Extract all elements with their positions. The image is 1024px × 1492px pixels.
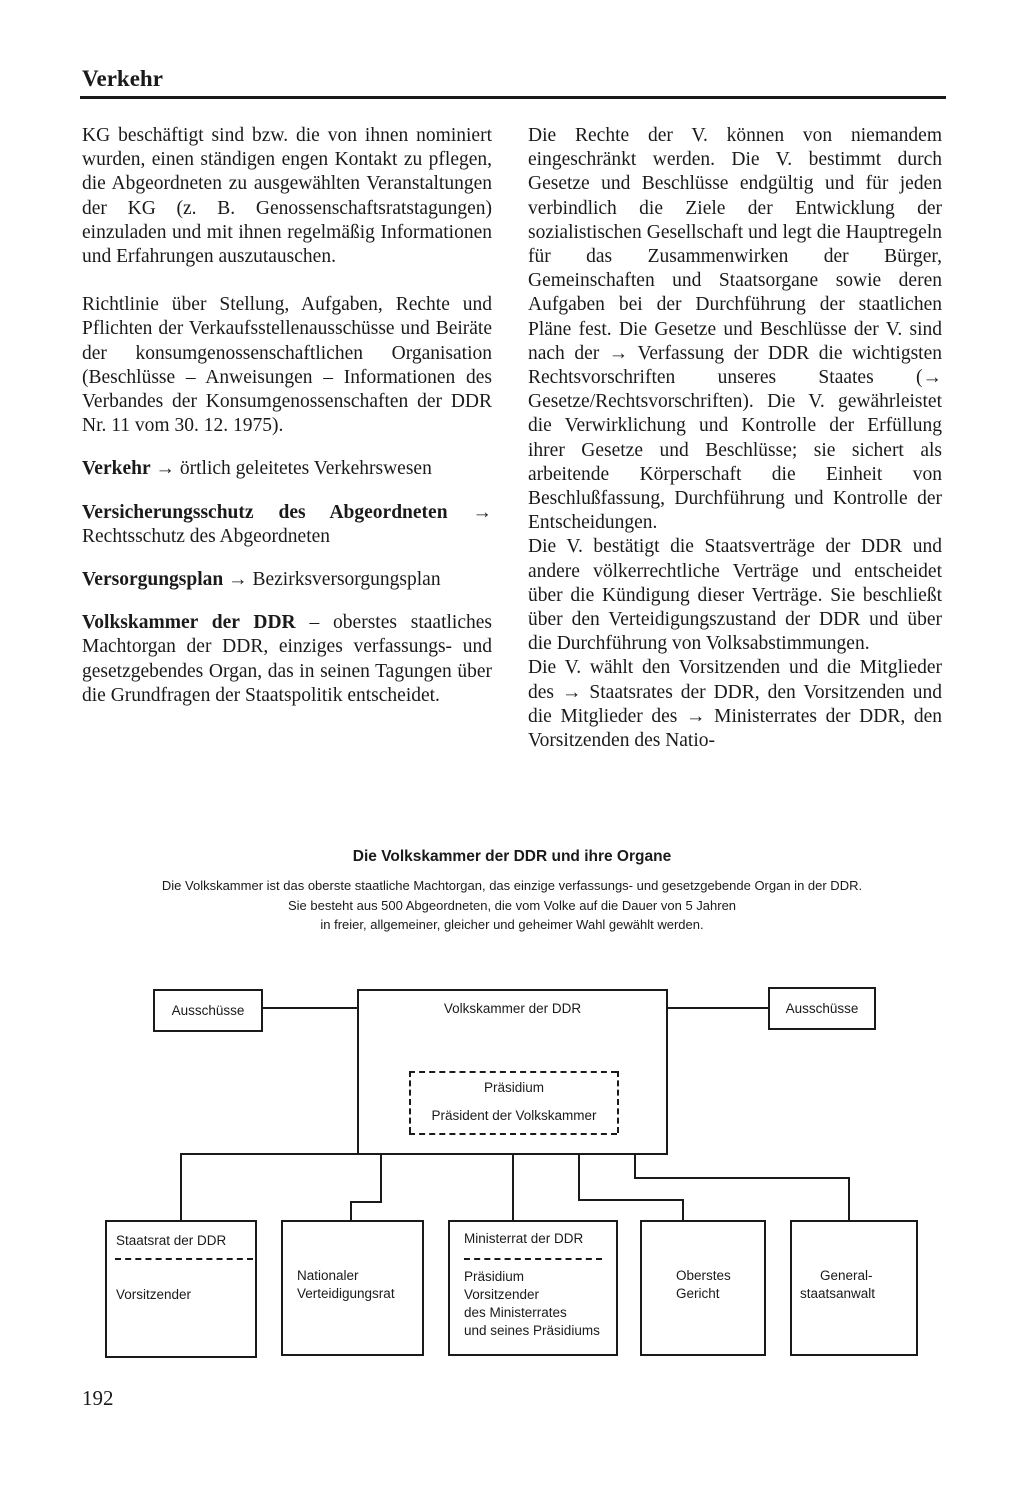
diagram-description	[100, 876, 924, 935]
connector-ministerrat	[512, 1153, 514, 1222]
connector-gsa-up	[634, 1153, 636, 1179]
ministerrat-line-1: Präsidium	[464, 1269, 525, 1284]
generalstaatsanwalt-box	[790, 1220, 918, 1356]
entry-versorgungsplan-term: Versorgungsplan	[82, 569, 224, 591]
entry-volkskammer-term: Volkskammer der DDR	[82, 612, 296, 634]
connector-nvr-down	[350, 1201, 352, 1222]
staatsrat-box	[105, 1220, 257, 1358]
right-paragraph-2: Die V. bestätigt die Staatsverträge der DDR und andere völkerrechtliche Verträge und entscheidet über die Kündigung dieser Verträge. Sie beschließt über den Verteidigungszustand der DDR und über die Durchführung von Volksabstimmungen.	[528, 536, 942, 655]
entry-verkehr-term: Verkehr	[82, 458, 151, 480]
connector-gsa-horizontal	[634, 1177, 850, 1179]
volkskammer-label: Volkskammer der DDR	[443, 1001, 582, 1016]
connector-gericht-horizontal	[578, 1199, 684, 1201]
committee-left-label: Ausschüsse	[171, 1003, 245, 1018]
ministerrat-line-2: Vorsitzender	[464, 1287, 540, 1302]
gericht-line-2: Gericht	[676, 1286, 720, 1301]
entry-versorgungsplan	[82, 568, 492, 592]
entry-versicherungsschutz-term: Versicherungsschutz des Abgeordneten	[82, 501, 448, 523]
presidium-title: Präsidium	[483, 1080, 545, 1095]
connector-left-committee	[262, 1007, 358, 1009]
presidium-border-top	[409, 1071, 617, 1073]
entry-verkehr-text: → örtlich geleitetes Verkehrswesen	[155, 458, 432, 480]
committee-left-box	[153, 989, 263, 1032]
right-paragraph-3: Die V. wählt den Vorsitzenden und die Mitglieder des → Staatsrates der DDR, den Vorsitzenden und die Mitglieder des → Ministerrates der DDR, den Vorsitzenden des Natio-	[528, 657, 942, 752]
header-rule	[80, 96, 946, 99]
connector-staatsrat	[180, 1153, 182, 1222]
connector-right-committee	[666, 1007, 770, 1009]
entry-volkskammer-text: – oberstes staatliches Machtorgan der DDR, einziges verfassungs- und gesetzgebendes Organ, das in seinen Tagungen über die Grundfragen der Staatspolitik entscheidet.	[82, 612, 492, 706]
connector-staatsrat-horizontal	[180, 1153, 358, 1155]
presidium-border-bottom	[409, 1133, 617, 1135]
entry-versorgungsplan-text: → Bezirksversorgungsplan	[228, 569, 441, 591]
ministerrat-divider	[464, 1258, 602, 1260]
entry-verkehr	[82, 457, 492, 481]
staatsrat-subtitle: Vorsitzender	[116, 1287, 192, 1302]
connector-gsa-down	[848, 1177, 850, 1222]
ministerrat-title: Ministerrat der DDR	[464, 1231, 584, 1246]
presidium-subtitle: Präsident der Volkskammer	[431, 1108, 597, 1123]
entry-versicherungsschutz	[82, 501, 492, 549]
page-number: 192	[82, 1386, 114, 1410]
diagram-description-line: in freier, allgemeiner, gleicher und geheimer Wahl gewählt werden.	[320, 917, 704, 932]
left-paragraph-2: Richtlinie über Stellung, Aufgaben, Rechte und Pflichten der Verkaufsstellenausschüsse und Beiräte der konsumgenossenschaftlichen Organisation (Beschlüsse – Anweisungen – Informationen des Verbandes der Konsumgenossenschaften der DDR Nr. 11 vom 30. 12. 1975).	[82, 294, 492, 437]
committee-right-label: Ausschüsse	[785, 1001, 859, 1016]
nvr-line-2: Verteidigungsrat	[297, 1286, 395, 1301]
staatsrat-divider	[115, 1258, 253, 1260]
ministerrat-line-3: des Ministerrates	[464, 1305, 567, 1320]
connector-nvr-horizontal	[350, 1201, 382, 1203]
left-column	[82, 124, 492, 708]
committee-right-box	[768, 987, 876, 1030]
volkskammer-box	[357, 989, 668, 1155]
entry-volkskammer	[82, 611, 492, 708]
ministerrat-line-4: und seines Präsidiums	[464, 1323, 600, 1338]
gericht-box	[640, 1220, 766, 1356]
right-paragraph-1: Die Rechte der V. können von niemandem eingeschränkt werden. Die V. bestimmt durch Gesetze und Beschlüsse endgültig und für jeden verbindlich die Ziele der Entwicklung der sozialistischen Gesellschaft und legt die Hauptregeln für das Zusammenwirken der Bürger, Gemeinschaften und Staatsorgane sowie deren Aufgaben bei der Durchführung der staatlichen Pläne fest. Die Gesetze und Beschlüsse der V. sind nach der → Verfassung der DDR die wichtigsten Rechtsvorschriften unseres Staates (→ Gesetze/Rechtsvorschriften). Die V. gewährleistet die Verwirklichung und Kontrolle der Erfüllung ihrer Gesetze und Beschlüsse; sie sichert als arbeitende Körperschaft die Einheit von Beschlußfassung, Durchführung und Kontrolle der Entscheidungen.	[528, 125, 942, 534]
nvr-box	[281, 1220, 424, 1356]
generalstaatsanwalt-line-2: staatsanwalt	[800, 1286, 876, 1301]
connector-nvr-up	[380, 1153, 382, 1203]
diagram-title: Die Volkskammer der DDR und ihre Organe	[352, 848, 672, 865]
diagram-description-line: Sie besteht aus 500 Abgeordneten, die vom Volke auf die Dauer von 5 Jahren	[287, 897, 737, 913]
staatsrat-title: Staatsrat der DDR	[116, 1233, 227, 1248]
connector-gericht-down	[682, 1199, 684, 1222]
generalstaatsanwalt-line-1: General-	[820, 1268, 873, 1283]
left-paragraph-1: KG beschäftigt sind bzw. die von ihnen nominiert wurden, einen ständigen engen Kontakt zu pflegen, die Abgeordneten zu ausgewählten Veranstaltungen der KG (z. B. Genossenschaftsratstagungen) einzuladen und mit ihnen regelmäßig Informationen und Erfahrungen auszutauschen.	[82, 125, 492, 268]
nvr-line-1: Nationaler	[297, 1268, 359, 1283]
gericht-line-1: Oberstes	[676, 1268, 731, 1283]
connector-gericht-up	[578, 1153, 580, 1201]
page-header-title: Verkehr	[82, 66, 163, 91]
ministerrat-box	[448, 1220, 618, 1356]
entry-versicherungsschutz-text: → Rechtsschutz des Abgeordneten	[82, 501, 493, 547]
diagram-description-line: Die Volkskammer ist das oberste staatliche Machtorgan, das einzige verfassungs- und gesetzgebende Organ in der DDR.	[161, 878, 863, 893]
right-column	[528, 124, 942, 753]
